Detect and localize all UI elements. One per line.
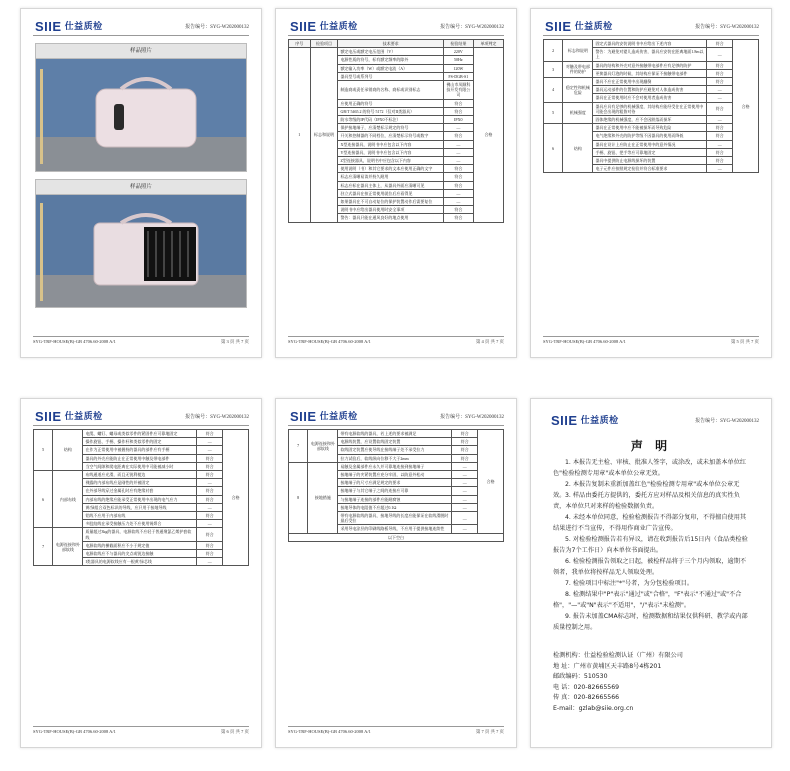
result-cell: 符合 — [197, 430, 223, 438]
result-cell: — — [197, 558, 223, 566]
requirement-cell: 警告：器具只能在通风良好的地点使用 — [338, 214, 443, 222]
result-cell: 符合 — [197, 471, 223, 479]
header-rule — [33, 35, 249, 36]
result-cell: — — [443, 148, 473, 156]
item-name: 对触及带电部件的防护 — [563, 61, 593, 77]
requirement-cell: 器具型号或系列号 — [338, 72, 443, 80]
result-cell: 符合 — [443, 214, 473, 222]
col-requirement: 技术要求 — [338, 40, 443, 48]
requirement-cell: 应使用正确的符号 — [338, 99, 443, 107]
declaration-clause: 8. 检测结果中"P"表示"通过"或"合格"，"F"表示"不通过"或"不合格"，"—"或"N"表示"不适用"，"/"表示"未检测"。 — [553, 591, 742, 609]
col-result: 检验结果 — [443, 40, 473, 48]
result-cell: 符合 — [707, 69, 733, 77]
row-number: 8 — [289, 462, 308, 533]
requirement-cell: 开关和控制器的不同档位，应清楚标示符号或数字 — [338, 132, 443, 140]
col-verdict: 单项判定 — [473, 40, 503, 48]
item-name: 机械强度 — [563, 102, 593, 124]
table-row — [544, 78, 759, 86]
result-cell: 符合 — [443, 165, 473, 173]
requirement-cell: 易触及金属部件应永久并可靠地连接到接地端子 — [338, 462, 452, 470]
table-header-row — [289, 40, 504, 48]
item-name: 内部布线 — [53, 471, 83, 528]
siie-logo: SIIE 仕益质检 — [551, 413, 619, 428]
result-cell: — — [707, 48, 733, 61]
result-cell: — — [197, 438, 223, 446]
col-item: 检验项目 — [310, 40, 338, 48]
report-number: 报告编号：SYG-W202000132 — [185, 25, 249, 30]
requirement-cell: 当空气间隙和爬电距离在实际使用中可能被减小时 — [83, 462, 197, 470]
result-cell: — — [452, 503, 478, 511]
result-cell: — — [197, 503, 223, 511]
result-cell: — — [452, 487, 478, 495]
declaration-page — [530, 398, 772, 748]
result-cell: — — [707, 94, 733, 102]
requirement-cell: 器具中提供防止电源线损坏的装置 — [593, 157, 707, 165]
result-cell: 符合 — [707, 61, 733, 69]
header-rule — [33, 425, 249, 426]
verdict-cell: 合格 — [223, 430, 249, 566]
result-cell: 符合 — [707, 157, 733, 165]
requirement-cell: 裸露的内部布线应是刚性的并被固定 — [83, 479, 197, 487]
siie-logo: SIIE 仕益质检 — [290, 19, 358, 34]
requirement-cell: 标志应标在器具主体上，从器具外面应清晰可见 — [338, 181, 443, 189]
result-cell: 符合 — [452, 430, 478, 438]
result-cell: — — [443, 198, 473, 206]
result-cell: 符合 — [197, 454, 223, 462]
result-cell: 50Hz — [443, 56, 473, 64]
result-cell: — — [452, 495, 478, 503]
contact-line: E-mail：gzlab@siie.org.cn — [553, 704, 634, 712]
siie-logo: SIIE 仕益质检 — [35, 19, 103, 34]
result-cell: 符合 — [707, 78, 733, 86]
requirement-cell: 制造商或责任承销商的名称、商标或识别标志 — [338, 81, 443, 100]
result-cell: — — [197, 446, 223, 454]
declaration-clause: 2. 本报告复制未重新加盖红色"检验检测专用章"或本单位公章无效。 — [553, 481, 740, 499]
table-row — [544, 124, 759, 132]
row-number: 3 — [544, 61, 563, 77]
item-name: 结构 — [53, 430, 83, 471]
requirement-cell: 电源性质的符号，标有额定频率的除外 — [338, 56, 443, 64]
requirement-cell: 更换器具灯泡的时候，其结构应保证不接触带电部件 — [593, 69, 707, 77]
contact-line: 传 真：020-82665566 — [553, 694, 620, 701]
declaration-clause: 9. 报告未加盖CMA标志时，检测数据和结果仅供科研、教学或内部质量控制之用。 — [553, 613, 748, 631]
result-cell: 符合 — [443, 132, 473, 140]
result-cell: 符合 — [197, 512, 223, 520]
requirement-cell: 电子元件应按照规定检验并符合标准要求 — [593, 165, 707, 173]
table-row — [34, 528, 249, 541]
requirement-cell: 电源软线的横截面积应不小于规定值 — [83, 541, 197, 549]
requirement-cell: 固体绝缘的机械强度，应不会因跌落而损坏 — [593, 116, 707, 124]
requirement-cell: 手柄、旋钮、把手等应可靠地固定 — [593, 148, 707, 156]
declaration-clause: 7. 检验项目中标注"*"号者，为分包检验项目。 — [565, 580, 694, 587]
item-name: 电源连接和外部软线 — [308, 430, 338, 463]
requirement-cell: 内部布线的绝缘应能承受正常使用中出现的电气应力 — [83, 495, 197, 503]
result-cell: 符合 — [452, 446, 478, 454]
requirement-cell: 电源软线应不与器具的尖点或锐边接触 — [83, 550, 197, 558]
result-cell: — — [452, 462, 478, 470]
row-number: 6 — [34, 471, 53, 528]
requirement-cell: 黄/绿组合双色标识的导线，应只用于接地导线 — [83, 503, 197, 511]
declaration-clause: 3. 样品由委托方提供的，委托方应对样品及相关信息的真实性负责，本单位只对来样的检验数据负责。 — [553, 492, 740, 510]
verdict-cell: 合格 — [473, 48, 503, 222]
requirement-cell: 布线通道应光滑，而且无锐利棱边 — [83, 471, 197, 479]
item-name: 电源连接和外部软线 — [53, 528, 83, 566]
sterilizer-open-image — [36, 195, 247, 307]
contact-line: 地 址：广州市黄埔区天丰路8号4栋201 — [553, 662, 662, 670]
verdict-cell: 合格 — [478, 430, 504, 534]
requirement-cell: 器具在正常使用中应不能被损坏而导致危险 — [593, 124, 707, 132]
requirement-cell: 额定输入功率（W）或额定电流（A） — [338, 64, 443, 72]
item-name: 稳定性和机械危险 — [563, 78, 593, 103]
requirement-cell: 软线固定装置应使导线在接线端子处不承受拉力 — [338, 446, 452, 454]
item-name: 接地措施 — [308, 462, 338, 533]
requirement-cell: 器具应具有足够的机械强度，其结构应能经受住在正常使用中可能会出现的粗鲁对待 — [593, 102, 707, 115]
report-page-3 — [20, 8, 262, 358]
result-cell: — — [452, 471, 478, 479]
result-cell: — — [452, 479, 478, 487]
result-cell: 符合 — [197, 550, 223, 558]
report-number: 报告编号：SYG-W202000132 — [440, 25, 504, 30]
contact-line: 检测机构：仕益检验检测认证（广州）有限公司 — [553, 652, 683, 659]
result-cell: 120W — [443, 64, 473, 72]
requirement-cell: Z型连接器具，说明书中应包含以下内容 — [338, 157, 443, 165]
row-number: 7 — [34, 528, 53, 566]
result-cell: 佛山市凤顺科技开发有限公司 — [443, 81, 473, 100]
inspection-table — [288, 429, 504, 542]
siie-logo: SIIE 仕益质检 — [290, 409, 358, 424]
requirement-cell: 标志应清晰易读并持久耐用 — [338, 173, 443, 181]
result-cell: 符合 — [197, 528, 223, 541]
requirement-cell: 多股绞线在承受接触压力处不应使用锡焊合 — [83, 520, 197, 528]
header-rule — [543, 35, 759, 36]
header-rule — [288, 425, 504, 426]
result-cell: 符合 — [197, 541, 223, 549]
page-footer: SYG-TRF-HOUSE(B)-GB 4706.60-2008 A/1 第 4 页 共 7 页 — [288, 336, 504, 347]
sample-photo-open — [35, 194, 247, 308]
inspection-table — [543, 39, 759, 173]
result-cell: 符合 — [443, 181, 473, 189]
requirement-cell: 接地端子的夹紧装置应充分牢固，以防意外松动 — [338, 471, 452, 479]
requirement-cell: X型连接器具，说明书中应包含以下内容 — [338, 140, 443, 148]
header-rule — [288, 35, 504, 36]
table-row — [34, 471, 249, 479]
result-cell: — — [707, 140, 733, 148]
requirement-cell: 使用说明（书）和其它要求的文本应使用正确的文字 — [338, 165, 443, 173]
result-cell: 符合 — [452, 438, 478, 446]
requirement-cell: 带有电源软线的器具，接地导线的长度应能保证在软线滑脱时最后受拉 — [338, 512, 452, 525]
inspection-table — [33, 429, 249, 566]
requirement-cell: 器具在设计上应防止在正常使用中的意外情况 — [593, 140, 707, 148]
contact-block — [553, 651, 683, 714]
requirement-cell: 驻立式器具在按正常使用就位后应看得见 — [338, 189, 443, 197]
requirement-cell: 器具的外壳应能防止在正常使用中触及带电部件 — [83, 454, 197, 462]
report-number: 报告编号：SYG-W202000132 — [440, 415, 504, 420]
requirement-cell: 器具在正常使用时应不会对使用者造成伤害 — [593, 94, 707, 102]
requirement-cell: 在外部导线穿过金属孔时应有绝缘衬套 — [83, 487, 197, 495]
requirement-cell: 与接地端子连接的部件应能耐腐蚀 — [338, 495, 452, 503]
result-cell: 符合 — [443, 206, 473, 214]
requirement-cell: 铝线不应用于内部布线 — [83, 512, 197, 520]
result-cell: 符合 — [197, 462, 223, 470]
result-cell: — — [443, 140, 473, 148]
requirement-cell: 接地导体的电阻值不应超过0.1Ω — [338, 503, 452, 511]
requirement-cell: 接地端子与其它端子之间的连接应可靠 — [338, 487, 452, 495]
item-name: 标志和说明 — [563, 40, 593, 62]
requirement-cell: 电源线装置，应设置软线固定装置 — [338, 438, 452, 446]
result-cell: FS-DGB-S1 — [443, 72, 473, 80]
result-cell: 符合 — [443, 99, 473, 107]
table-row — [289, 48, 504, 56]
requirement-cell: GB/T 5465.2 的符号 5172（仅对II类器具） — [338, 107, 443, 115]
requirement-cell: 如果器具在不可自动复位的保护装置动作后需要复位 — [338, 198, 443, 206]
end-row — [289, 533, 504, 541]
table-row — [34, 430, 249, 438]
result-cell: 符合 — [197, 487, 223, 495]
table-row — [544, 102, 759, 115]
requirement-cell: 电气绝缘和外壳的防护等级不因器具的使用而降低 — [593, 132, 707, 140]
report-number: 报告编号：SYG-W202000132 — [695, 25, 759, 30]
end-of-report-text: 以下空白 — [289, 533, 504, 541]
declaration-clause: 6. 检验检测报告领取之日起，被检样品将于三个月内领取，逾期不领者，我单位将按样品无人领取处理。 — [553, 558, 747, 576]
requirement-cell: 在作为正常使用中被握持的器具的部件应有手柄 — [83, 446, 197, 454]
result-cell: — — [707, 86, 733, 94]
requirement-cell: 固定式器具的安装说明书中应给出下述内容 — [593, 40, 707, 48]
result-cell: — — [197, 520, 223, 528]
requirement-cell: 电缆、螺钉、螺母或类似零件的紧固件应可靠地固定 — [83, 430, 197, 438]
report-page-5 — [530, 8, 772, 358]
result-cell: — — [452, 525, 478, 533]
row-number: 5 — [34, 430, 53, 471]
page-footer: SYG-TRF-HOUSE(B)-GB 4706.60-2008 A/1 第 5 页 共 7 页 — [543, 336, 759, 347]
page-footer: SYG-TRF-HOUSE(B)-GB 4706.60-2008 A/1 第 7 页 共 7 页 — [288, 726, 504, 737]
siie-logo: SIIE 仕益质检 — [35, 409, 103, 424]
result-cell: — — [443, 157, 473, 165]
result-cell: 符合 — [452, 454, 478, 462]
requirement-cell: 器具不应在正常使用中出现翻倒 — [593, 78, 707, 86]
result-cell: 符合 — [707, 40, 733, 48]
result-cell: 符合 — [443, 173, 473, 181]
requirement-cell: Y型连接器具，说明书中应包含以下内容 — [338, 148, 443, 156]
row-number: 7 — [289, 430, 308, 463]
sample-photo-front — [35, 58, 247, 172]
row-number: 1 — [289, 48, 311, 222]
photo-label: 样品照片 — [35, 179, 247, 195]
result-cell: — — [707, 116, 733, 124]
item-name: 结构 — [563, 124, 593, 173]
siie-logo: SIIE 仕益质检 — [545, 19, 613, 34]
photo-label: 样品照片 — [35, 43, 247, 59]
result-cell: 符合 — [707, 102, 733, 115]
report-number: 报告编号：SYG-W202000132 — [185, 415, 249, 420]
contact-line: 电 话：020-82665569 — [553, 683, 620, 691]
row-number: 2 — [544, 40, 563, 62]
result-cell: — — [443, 124, 473, 132]
col-no: 序号 — [289, 40, 311, 48]
verdict-cell: 合格 — [733, 40, 759, 173]
requirement-cell: 说明书中应给出器具使用时安全事项 — [338, 206, 443, 214]
requirement-cell: I类器具的电源软线应有一根黄/绿芯线 — [83, 558, 197, 566]
requirement-cell: 拉力试验后，软线纵向位移不大于2mm — [338, 454, 452, 462]
inspection-table — [288, 39, 504, 223]
result-cell: — — [452, 512, 478, 525]
result-cell: 220V — [443, 48, 473, 56]
page-footer: SYG-TRF-HOUSE(B)-GB 4706.60-2008 A/1 第 6 页 共 7 页 — [33, 726, 249, 737]
report-page-7 — [275, 398, 517, 748]
requirement-cell: 质量超过3kg的器具，电源软线不应轻于普通聚氯乙烯护套软线 — [83, 528, 197, 541]
row-number: 4 — [544, 78, 563, 103]
page-footer: SYG-TRF-HOUSE(B)-GB 4706.60-2008 A/1 第 3 页 共 7 页 — [33, 336, 249, 347]
declaration-title: 声 明 — [630, 439, 672, 453]
report-page-6 — [20, 398, 262, 748]
declaration-clause: 4. 未经本单位同意，检验检测报告不得部分复印，不得擅自使用其结果进行不当宣传，不得用作商业广告宣传。 — [553, 514, 747, 532]
requirement-cell: 器具的结构和外壳对意外接触带电部件应有足够的防护 — [593, 61, 707, 69]
result-cell: IPX0 — [443, 116, 473, 124]
result-cell: — — [443, 189, 473, 197]
result-cell: 符合 — [707, 132, 733, 140]
requirement-cell: 操作旋钮、手柄、操作杆和类似零件的固定 — [83, 438, 197, 446]
requirement-cell: 器具运动部件的位置和防护应避免对人体造成伤害 — [593, 86, 707, 94]
requirement-cell: 采用导电涂层的印刷线路板导线，不应用于提供接地连续性 — [338, 525, 452, 533]
report-number: 报告编号：SYG-W202000132 — [695, 419, 759, 424]
result-cell: 符合 — [443, 107, 473, 115]
requirement-cell: 保护接地端子，应清楚标示规定的符号 — [338, 124, 443, 132]
table-row — [289, 430, 504, 438]
row-number: 6 — [544, 124, 563, 173]
result-cell: 符合 — [197, 495, 223, 503]
row-number: 5 — [544, 102, 563, 124]
requirement-cell: 额定电压或额定电压范围（V） — [338, 48, 443, 56]
report-page-4 — [275, 8, 517, 358]
requirement-cell: 警告：为避免对婴儿造成伤害，器具应安装在距离地面1.8m以上 — [593, 48, 707, 61]
result-cell: 符合 — [707, 148, 733, 156]
item-name: 标志和说明 — [310, 48, 338, 222]
requirement-cell: 带有电源软线的器具，若上述的要求被满足 — [338, 430, 452, 438]
contact-line: 邮政编码：510530 — [553, 673, 608, 680]
declaration-clause: 5. 对检验检测报告若有异议，请在收到报告后15日内（食品类检验报告为7个工作日）向本单位书面提出。 — [553, 536, 748, 554]
result-cell: — — [707, 165, 733, 173]
declaration-clause: 1. 本报告无主检、审核、批准人签字，或涂改，或未加盖本单位红色"检验检测专用章"或本单位公章无效。 — [553, 459, 747, 477]
table-row — [289, 462, 504, 470]
requirement-cell: 防水等级的IP代码（IPX0不标注） — [338, 116, 443, 124]
table-row — [544, 61, 759, 69]
requirement-cell: 接地端子的尺寸应满足规定的要求 — [338, 479, 452, 487]
result-cell: 符合 — [707, 124, 733, 132]
sterilizer-case-image — [36, 59, 247, 171]
result-cell: — — [197, 479, 223, 487]
table-row — [544, 40, 759, 48]
